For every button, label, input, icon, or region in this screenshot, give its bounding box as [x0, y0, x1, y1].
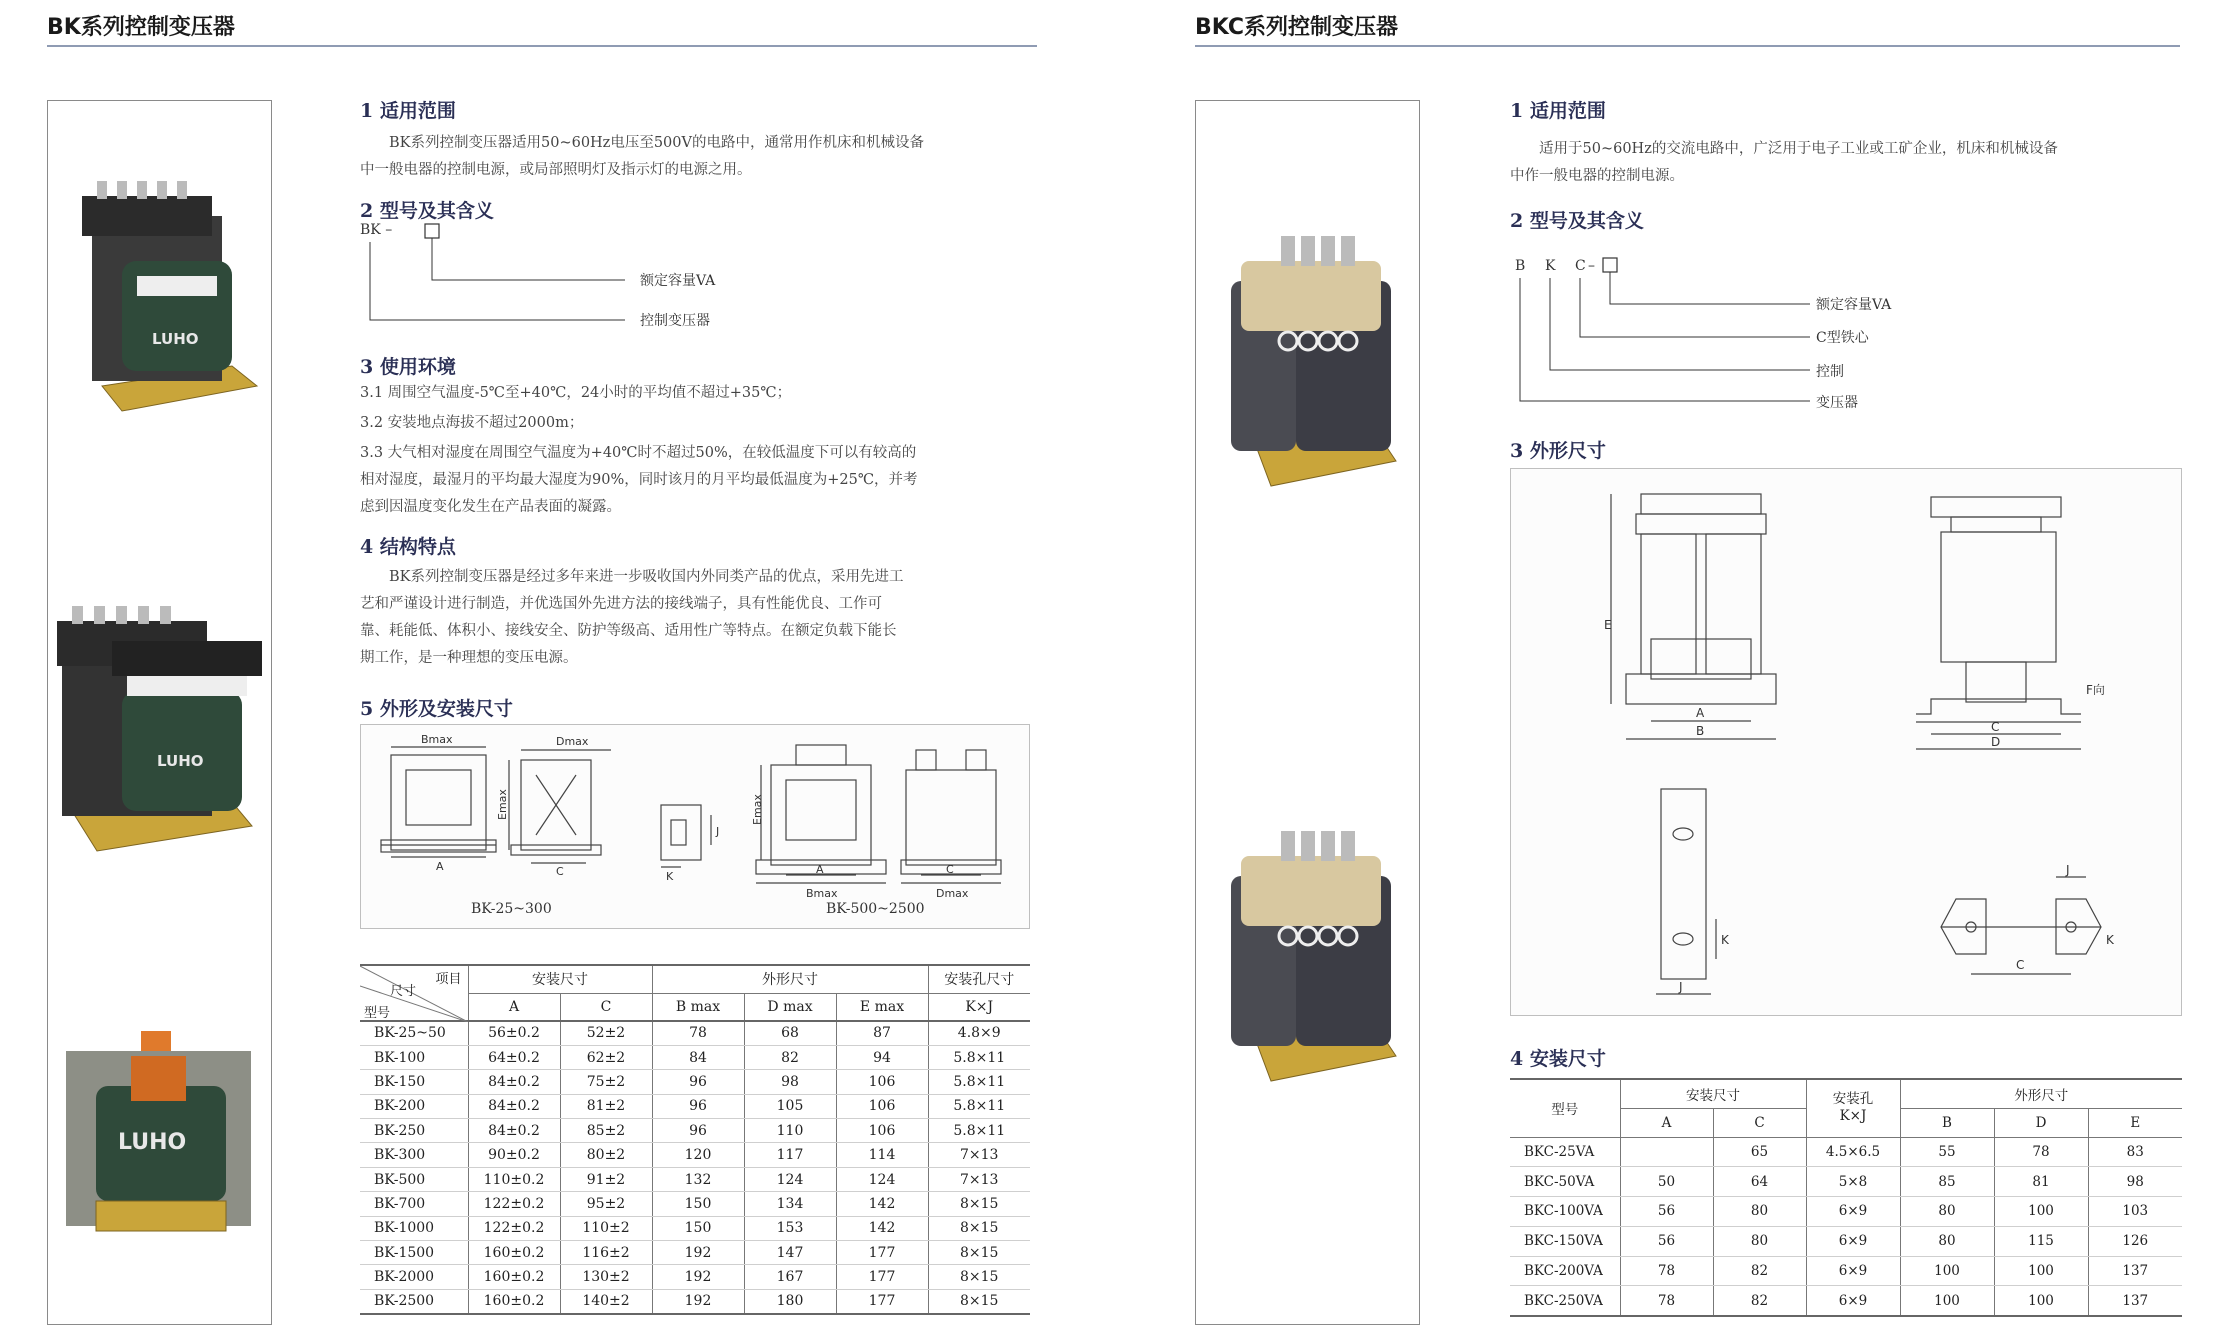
cell-b: 80	[1900, 1197, 1994, 1227]
left-outline-drawing-box	[360, 724, 1030, 929]
cell-bmax: 78	[652, 1021, 744, 1045]
table-corner-bottom: 型号	[364, 1006, 391, 1021]
cell-kj: 5.8×11	[928, 1070, 1030, 1094]
table-col-dmax: D max	[744, 993, 836, 1021]
cell-emax: 142	[836, 1192, 928, 1216]
cell-kj: 8×15	[928, 1216, 1030, 1240]
cell-model: BK-500	[360, 1167, 468, 1191]
right-page-title: BKC系列控制变压器	[1195, 15, 1398, 40]
cell-c: 91±2	[560, 1167, 652, 1191]
dim-label-dmax-1: Dmax	[556, 735, 589, 748]
cell-a: 122±0.2	[468, 1192, 560, 1216]
left-s4-line-1: BK系列控制变压器是经过多年来进一步吸收国内外同类产品的优点，采用先进工	[389, 569, 904, 585]
bkc-table-col-d: D	[1994, 1108, 2088, 1137]
table-col-bmax: B max	[652, 993, 744, 1021]
bk-transformer-photo-3	[56, 1031, 261, 1246]
cell-bmax: 96	[652, 1119, 744, 1143]
bkc-dim-label-j-1: J	[1679, 980, 1683, 994]
cell-d: 115	[1994, 1226, 2088, 1256]
bkc-dim-label-a: A	[1696, 706, 1705, 720]
bk-transformer-photo-2	[52, 601, 267, 856]
left-page-title: BK系列控制变压器	[47, 15, 235, 40]
cell-a: 122±0.2	[468, 1216, 560, 1240]
right-model-letter-k: K	[1545, 258, 1556, 274]
table-row	[1510, 1167, 2182, 1197]
cell-a: 64±0.2	[468, 1045, 560, 1069]
cell-c: 82	[1713, 1286, 1806, 1316]
bk-spec-table	[360, 964, 1030, 1315]
cell-dmax: 147	[744, 1241, 836, 1265]
cell-bmax: 150	[652, 1192, 744, 1216]
cell-e: 137	[2088, 1256, 2182, 1286]
left-s3-line-3: 3.3 大气相对湿度在周围空气温度为+40℃时不超过50%，在较低温度下可以有较高的	[360, 445, 917, 461]
cell-a: 56	[1620, 1226, 1713, 1256]
table-col-emax: E max	[836, 993, 928, 1021]
cell-b: 85	[1900, 1167, 1994, 1197]
left-s4-line-4: 期工作，是一种理想的变压电源。	[360, 650, 578, 666]
cell-c: 52±2	[560, 1021, 652, 1045]
table-corner-mid: 尺寸	[390, 984, 417, 999]
cell-model: BK-250	[360, 1119, 468, 1143]
cell-c: 62±2	[560, 1045, 652, 1069]
table-row	[1510, 1226, 2182, 1256]
cell-c: 80±2	[560, 1143, 652, 1167]
cell-dmax: 105	[744, 1094, 836, 1118]
cell-c: 64	[1713, 1167, 1806, 1197]
right-model-label-transformer: 变压器	[1816, 395, 1858, 411]
cell-kj: 8×15	[928, 1289, 1030, 1313]
left-s1-line-2: 中一般电器的控制电源，或局部照明灯及指示灯的电源之用。	[360, 162, 752, 178]
cell-b: 100	[1900, 1286, 1994, 1316]
right-model-dash: –	[1588, 258, 1595, 274]
cell-e: 126	[2088, 1226, 2182, 1256]
dim-label-a-2: A	[816, 863, 824, 876]
bkc-dim-label-e: E	[1604, 618, 1612, 632]
left-s3-line-4: 相对湿度，最湿月的平均最大湿度为90%，同时该月的月平均最低温度为+25℃，并考	[360, 472, 918, 488]
cell-bmax: 120	[652, 1143, 744, 1167]
left-s1-line-1: BK系列控制变压器适用50~60Hz电压至500V的电路中，通常用作机床和机械设备	[389, 135, 924, 151]
cell-a: 78	[1620, 1256, 1713, 1286]
left-fig-caption-a: BK-25~300	[471, 901, 552, 917]
bkc-dim-label-k-1: K	[1721, 933, 1729, 947]
bkc-table-col-e: E	[2088, 1108, 2182, 1137]
left-photo-panel	[47, 100, 272, 1325]
cell-kj: 6×9	[1806, 1226, 1900, 1256]
cell-bmax: 84	[652, 1045, 744, 1069]
left-section-1-text	[360, 130, 1040, 184]
dim-label-j: J	[716, 825, 720, 838]
cell-c: 130±2	[560, 1265, 652, 1289]
cell-a: 160±0.2	[468, 1241, 560, 1265]
table-row	[360, 1070, 1030, 1094]
table-row	[360, 1241, 1030, 1265]
right-model-label-control: 控制	[1816, 364, 1844, 380]
cell-kj: 4.5×6.5	[1806, 1137, 1900, 1167]
right-section-1-text	[1510, 136, 2190, 190]
left-section-4-heading: 4 结构特点	[360, 536, 456, 558]
cell-a: 160±0.2	[468, 1289, 560, 1313]
cell-c: 81±2	[560, 1094, 652, 1118]
cell-a: 160±0.2	[468, 1265, 560, 1289]
cell-e: 83	[2088, 1137, 2182, 1167]
right-outline-drawings	[1511, 469, 2183, 1017]
cell-e: 103	[2088, 1197, 2182, 1227]
bkc-table-group-mount: 安装尺寸	[1620, 1079, 1806, 1108]
right-s1-line-1: 适用于50~60Hz的交流电路中，广泛用于电子工业或工矿企业，机床和机械设备	[1539, 141, 2058, 157]
cell-kj: 8×15	[928, 1265, 1030, 1289]
right-model-diagram	[1510, 256, 1830, 416]
bkc-dim-label-k-2: K	[2106, 933, 2114, 947]
cell-b: 100	[1900, 1256, 1994, 1286]
photo-brand-1: LUHO	[152, 330, 199, 348]
photo-brand-3: LUHO	[118, 1130, 187, 1155]
cell-d: 100	[1994, 1197, 2088, 1227]
cell-emax: 177	[836, 1241, 928, 1265]
bkc-transformer-photo-2	[1216, 816, 1406, 1096]
cell-d: 78	[1994, 1137, 2088, 1167]
bkc-table-group-outline: 外形尺寸	[1900, 1079, 2182, 1108]
cell-c: 80	[1713, 1226, 1806, 1256]
left-section-2-heading: 2 型号及其含义	[360, 200, 494, 222]
table-row	[360, 1119, 1030, 1143]
table-row	[1510, 1286, 2182, 1316]
cell-kj: 7×13	[928, 1167, 1030, 1191]
table-row	[1510, 1197, 2182, 1227]
cell-model: BK-2000	[360, 1265, 468, 1289]
left-model-prefix: BK –	[360, 222, 393, 238]
cell-dmax: 124	[744, 1167, 836, 1191]
cell-model: BK-2500	[360, 1289, 468, 1313]
cell-kj: 6×9	[1806, 1256, 1900, 1286]
cell-model: BK-100	[360, 1045, 468, 1069]
bkc-dim-label-c: C	[1991, 720, 2000, 734]
cell-model: BKC-100VA	[1510, 1197, 1620, 1227]
bkc-table-hole-label: 安装孔	[1832, 1091, 1874, 1108]
cell-dmax: 153	[744, 1216, 836, 1240]
cell-model: BK-200	[360, 1094, 468, 1118]
photo-brand-2: LUHO	[157, 752, 204, 770]
cell-kj: 5×8	[1806, 1167, 1900, 1197]
table-row	[1510, 1137, 2182, 1167]
cell-kj: 5.8×11	[928, 1045, 1030, 1069]
dim-label-bmax-2: Bmax	[806, 887, 838, 900]
cell-dmax: 117	[744, 1143, 836, 1167]
left-model-label-transformer: 控制变压器	[640, 313, 710, 329]
table-row	[360, 1094, 1030, 1118]
cell-model: BK-700	[360, 1192, 468, 1216]
cell-model: BKC-25VA	[1510, 1137, 1620, 1167]
table-col-c: C	[560, 993, 652, 1021]
right-section-3-heading: 3 外形尺寸	[1510, 440, 1606, 462]
cell-dmax: 82	[744, 1045, 836, 1069]
bkc-dim-label-c-2: C	[2016, 958, 2025, 972]
cell-bmax: 192	[652, 1265, 744, 1289]
bkc-table-col-b: B	[1900, 1108, 1994, 1137]
table-row	[360, 1167, 1030, 1191]
cell-bmax: 192	[652, 1241, 744, 1265]
table-row	[360, 1216, 1030, 1240]
bkc-dim-label-b: B	[1696, 724, 1705, 738]
cell-model: BKC-200VA	[1510, 1256, 1620, 1286]
right-model-label-capacity: 额定容量VA	[1816, 297, 1892, 313]
cell-a: 90±0.2	[468, 1143, 560, 1167]
dim-label-dmax-2: Dmax	[936, 887, 969, 900]
cell-dmax: 167	[744, 1265, 836, 1289]
right-section-2-heading: 2 型号及其含义	[1510, 210, 1644, 232]
left-title-rule	[47, 45, 1037, 47]
cell-c: 82	[1713, 1256, 1806, 1286]
cell-c: 140±2	[560, 1289, 652, 1313]
cell-model: BK-150	[360, 1070, 468, 1094]
cell-b: 55	[1900, 1137, 1994, 1167]
cell-kj: 5.8×11	[928, 1119, 1030, 1143]
cell-kj: 8×15	[928, 1241, 1030, 1265]
right-model-label-c-core: C型铁心	[1816, 330, 1869, 346]
bkc-table-col-a: A	[1620, 1108, 1713, 1137]
bkc-transformer-photo-1	[1216, 221, 1406, 501]
left-s3-line-1: 3.1 周围空气温度-5℃至+40℃，24小时的平均值不超过+35℃；	[360, 385, 792, 401]
cell-model: BK-1500	[360, 1241, 468, 1265]
table-row	[360, 1265, 1030, 1289]
cell-emax: 87	[836, 1021, 928, 1045]
dim-label-c-2: C	[946, 863, 954, 876]
cell-model: BK-300	[360, 1143, 468, 1167]
left-section-5-heading: 5 外形及安装尺寸	[360, 698, 513, 720]
table-row	[360, 1143, 1030, 1167]
cell-dmax: 180	[744, 1289, 836, 1313]
left-outline-drawings	[361, 725, 1031, 930]
bkc-table-group-hole	[1806, 1079, 1900, 1137]
cell-bmax: 132	[652, 1167, 744, 1191]
left-s3-line-2: 3.2 安装地点海拔不超过2000m；	[360, 415, 584, 431]
table-group-hole: 安装孔尺寸	[928, 965, 1030, 993]
dim-label-a-1: A	[436, 860, 444, 873]
cell-model: BKC-150VA	[1510, 1226, 1620, 1256]
right-section-1-heading: 1 适用范围	[1510, 100, 1606, 122]
cell-emax: 114	[836, 1143, 928, 1167]
cell-a: 110±0.2	[468, 1167, 560, 1191]
cell-kj: 6×9	[1806, 1197, 1900, 1227]
cell-kj: 6×9	[1806, 1286, 1900, 1316]
dim-label-k: K	[666, 870, 674, 883]
cell-dmax: 110	[744, 1119, 836, 1143]
cell-c: 80	[1713, 1197, 1806, 1227]
cell-kj: 8×15	[928, 1192, 1030, 1216]
table-row	[360, 1192, 1030, 1216]
dim-label-c-1: C	[556, 865, 564, 878]
cell-a: 56	[1620, 1197, 1713, 1227]
cell-kj: 7×13	[928, 1143, 1030, 1167]
cell-c: 116±2	[560, 1241, 652, 1265]
left-s4-line-3: 靠、耗能低、体积小、接线安全、防护等级高、适用性广等特点。在额定负载下能长	[360, 623, 897, 639]
bkc-table-hole-sub: K×J	[1839, 1108, 1867, 1125]
table-row	[360, 1021, 1030, 1045]
table-row	[360, 1289, 1030, 1313]
cell-model: BK-25~50	[360, 1021, 468, 1045]
cell-e: 137	[2088, 1286, 2182, 1316]
cell-a	[1620, 1137, 1713, 1167]
left-fig-caption-b: BK-500~2500	[826, 901, 925, 917]
cell-c: 65	[1713, 1137, 1806, 1167]
cell-c: 95±2	[560, 1192, 652, 1216]
table-row	[1510, 1256, 2182, 1286]
bkc-dim-label-d: D	[1991, 735, 2001, 749]
cell-a: 84±0.2	[468, 1070, 560, 1094]
left-model-diagram	[360, 222, 660, 332]
right-title-rule	[1195, 45, 2180, 47]
cell-dmax: 98	[744, 1070, 836, 1094]
left-s4-line-2: 艺和严谨设计进行制造，并优选国外先进方法的接线端子，具有性能优良、工作可	[360, 596, 882, 612]
cell-b: 80	[1900, 1226, 1994, 1256]
cell-d: 100	[1994, 1256, 2088, 1286]
cell-c: 85±2	[560, 1119, 652, 1143]
bkc-dim-label-j-2: J	[2066, 863, 2070, 877]
cell-d: 100	[1994, 1286, 2088, 1316]
cell-c: 110±2	[560, 1216, 652, 1240]
cell-emax: 177	[836, 1265, 928, 1289]
cell-bmax: 96	[652, 1094, 744, 1118]
table-col-a: A	[468, 993, 560, 1021]
cell-dmax: 68	[744, 1021, 836, 1045]
table-corner-cell	[360, 965, 468, 1021]
cell-kj: 5.8×11	[928, 1094, 1030, 1118]
cell-bmax: 192	[652, 1289, 744, 1313]
right-outline-drawing-box	[1510, 468, 2182, 1016]
bkc-spec-table	[1510, 1078, 2182, 1317]
bkc-dim-label-f-view: F向	[2086, 683, 2105, 697]
cell-bmax: 96	[652, 1070, 744, 1094]
right-section-4-heading: 4 安装尺寸	[1510, 1048, 1606, 1070]
table-group-outline: 外形尺寸	[652, 965, 928, 993]
left-section-3-heading: 3 使用环境	[360, 356, 456, 378]
cell-model: BK-1000	[360, 1216, 468, 1240]
cell-a: 78	[1620, 1286, 1713, 1316]
cell-a: 84±0.2	[468, 1094, 560, 1118]
dim-label-emax-2: Emax	[751, 794, 764, 825]
cell-bmax: 150	[652, 1216, 744, 1240]
left-s3-line-5: 虑到因温度变化发生在产品表面的凝露。	[360, 499, 621, 515]
left-section-3-text	[360, 380, 1050, 521]
right-model-letter-b: B	[1515, 258, 1526, 274]
right-s1-line-2: 中作一般电器的控制电源。	[1510, 168, 1684, 184]
right-photo-panel	[1195, 100, 1420, 1325]
table-group-mount: 安装尺寸	[468, 965, 652, 993]
table-corner-top: 项目	[435, 972, 462, 987]
bkc-table-col-model: 型号	[1510, 1079, 1620, 1137]
table-col-kj: K×J	[928, 993, 1030, 1021]
cell-emax: 106	[836, 1094, 928, 1118]
cell-emax: 106	[836, 1070, 928, 1094]
right-model-letter-c: C	[1575, 258, 1586, 274]
dim-label-bmax-1: Bmax	[421, 733, 453, 746]
cell-emax: 177	[836, 1289, 928, 1313]
cell-c: 75±2	[560, 1070, 652, 1094]
cell-model: BKC-50VA	[1510, 1167, 1620, 1197]
cell-emax: 94	[836, 1045, 928, 1069]
cell-a: 50	[1620, 1167, 1713, 1197]
cell-emax: 124	[836, 1167, 928, 1191]
left-section-1-heading: 1 适用范围	[360, 100, 456, 122]
cell-dmax: 134	[744, 1192, 836, 1216]
table-row	[360, 1045, 1030, 1069]
cell-e: 98	[2088, 1167, 2182, 1197]
cell-model: BKC-250VA	[1510, 1286, 1620, 1316]
bk-transformer-photo-1	[62, 176, 262, 416]
left-section-4-text	[360, 564, 1050, 672]
cell-a: 84±0.2	[468, 1119, 560, 1143]
cell-kj: 4.8×9	[928, 1021, 1030, 1045]
cell-emax: 142	[836, 1216, 928, 1240]
cell-d: 81	[1994, 1167, 2088, 1197]
bkc-table-col-c: C	[1713, 1108, 1806, 1137]
cell-emax: 106	[836, 1119, 928, 1143]
cell-a: 56±0.2	[468, 1021, 560, 1045]
dim-label-emax-1: Emax	[496, 789, 509, 820]
left-model-label-capacity: 额定容量VA	[640, 273, 716, 289]
